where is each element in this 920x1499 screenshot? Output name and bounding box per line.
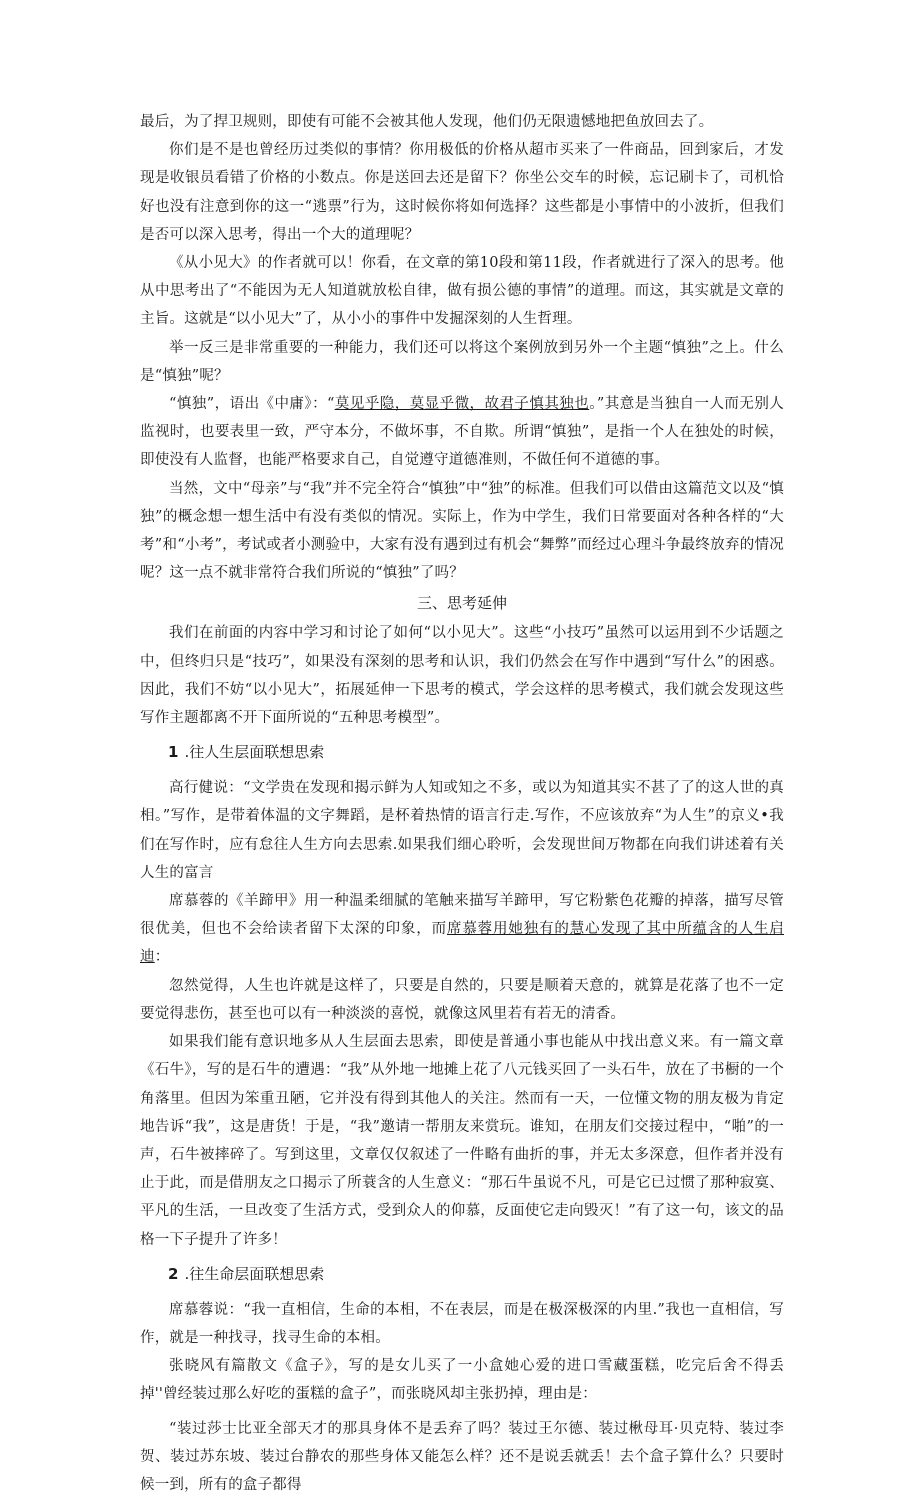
paragraph: 《从小见大》的作者就可以！你看，在文章的第10段和第11段，作者就进行了深入的思考。他从中思考出了“不能因为无人知道就放松自律，做有损公德的事情”的道理。而这，其实就是文章的主旨。这就是“以小见大”了，从小小的事件中发掘深刻的人生哲理。 [140,255,784,328]
subheading-2 [168,1260,784,1288]
text-span: 席慕蓉的《羊蹄甲》用一种温柔细腻的笔触来描写羊蹄甲，写它粉紫色花瓣的掉落，描写尽管很优美，但也不会给读者留下太深的印象，而 [140,893,784,938]
paragraph [140,887,784,972]
text-span: 如果我们能有意识地多从人生层面去思索，即使是普通小事也能从中找出意义来。有一篇文章《石牛》，写的是石牛的遭遇：“我”从外地一地摊上花了八元钱买回了一头石牛，放在了书橱的一个角落里。但因为笨重丑陋，它并没有得到其他人的关注。然而有一天，一位懂文物的朋友极为肯定地告诉“我”，这是唐货！于是，“我”邀请一帮朋友来赏玩。谁知，在朋友们交接过程中，“啪”的一声，石牛被摔碎了。写到这里，文章仅仅叙述了一件略有曲折的事，并无太多深意，但作者并没有止于此，而是借朋友之口揭示了所蓑含的人生意义： [140,1034,784,1192]
text-span: 我也一直相信，写作，就是一种找寻，找寻生命的本相。 [140,1301,785,1346]
subheading-title: .往生命层面联想思索 [184,1264,325,1283]
paragraph: 我们在前面的内容中学习和讨论了如何“以小见大”。这些“小技巧”虽然可以运用到不少话题之中，但终归只是“技巧”，如果没有深刻的思考和认识，我们仍然会在写作中遇到“写什么”的困惑。因此，我们不妨“以小见大”，拓展延伸一下思考的模式，学会这样的思考模式，我们就会发现这些写作主题都离不开下面所说的“五种思考模型”。 [140,625,784,727]
text-span: 有了这一句，该文的品格一下子提升了许多！ [140,1203,784,1248]
subheading-number: 1 [168,743,179,762]
quote-paragraph: “装过莎士比亚全部天才的那具身体不是丢弃了吗？装过王尔德、装过楸母耳·贝克特、装过李贺、装过苏东坡、装过台静农的那些身体又能怎么样？还不是说丢就丢！去个盒子算什么？只要时候一到，所有的盒子都得 [140,1420,784,1493]
paragraph: 当然，文中“母亲”与“我”并不完全符合“慎独”中“独”的标准。但我们可以借由这篇范文以及“慎独”的概念想一想生活中有没有类似的情况。实际上，作为中学生，我们日常要面对各种各样的“大考”和“小考”，考试或者小测验中，大家有没有遇到过有机会“舞弊”而经过心理斗争最终放弃的情况呢？这一点不就非常符合我们所说的“慎独”了吗？ [140,480,784,582]
paragraph [140,390,784,475]
subheading-title: .往人生层面联想思索 [184,743,325,762]
text-span: “那石牛虽说不凡，可是它已过惯了那种寂寞、平凡的生活，一旦改变了生活方式，受到众人的仰慕，反面使它走向毁灭！” [140,1175,784,1220]
paragraph: 高行健说：“文学贵在发现和揭示鲜为人知或知之不多，或以为知道其实不甚了了的这人世的真相。”写作，是带着体温的文字舞蹈，是杯着热情的语言行走.写作，不应该放弃“为人生”的京义•我们在写作时，应有怠往人生方向去思索.如果我们细心聆听，会发现世间万物都在向我们讲述着有关人生的富言 [140,780,784,881]
subheading-number: 2 [168,1264,179,1283]
paragraph: 张晓风有篇散文《盒子》，写的是女儿买了一小盒她心爱的进口雪藏蛋糕，吃完后舍不得丢掉''曾经装过那么好吃的蛋糕的盒子”，而张晓风却主张扔掉，理由是： [140,1358,784,1403]
section-title: 三、思考延伸 [416,594,507,613]
subheading-1 [168,738,784,766]
text-span: ： [154,949,170,966]
text-span: 席慕蓉说： [169,1301,244,1318]
paragraph [140,1028,784,1254]
text-span: “慎独”，语出《中庸》：“ [169,396,335,413]
paragraph: 你们是不是也曾经历过类似的事情？你用极低的价格从超市买来了一件商品，回到家后，才发现是收银员看错了价格的小数点。你是送回去还是留下？你坐公交车的时候，忘记刷卡了，司机恰好也没有注意到你的这一“逃票”行为，这时候你将如何选择？这些都是小事情中的小波折，但我们是否可以深入思考，得出一个大的道理呢？ [140,142,784,243]
text-span: “我一直相信，生命的本相，不在表层，而是在极深极深的内里.” [243,1301,666,1318]
paragraph [140,1296,784,1352]
paragraph: 举一反三是非常重要的一种能力，我们还可以将这个案例放到另外一个主题“慎独”之上。什么是“慎独”呢？ [140,339,784,384]
underlined-quote: 莫见乎隐，莫显乎微，故君子慎其独也 [334,396,590,413]
text-span: 。”其意是当独自一人而无别人监视时，也要表里一致，严守本分，不做坏事，不自欺。所谓“慎独”，是指一个人在独处的时候，即使没有人监督，也能严格要求自己，自觉遵守道德准则，不做任何不道德的事。 [140,396,785,469]
paragraph: 最后，为了捍卫规则，即使有可能不会被其他人发现，他们仍无限遗憾地把鱼放回去了。 [140,114,714,130]
quote-paragraph: 忽然觉得，人生也许就是这样了，只要是自然的，只要是顺着天意的，就算是花落了也不一定要觉得悲伤，甚至也可以有一种淡淡的喜悦，就像这风里若有若无的清香。 [140,977,784,1022]
underlined-text: 席慕蓉用她独有的慧心发现了其中所蕴含的人生启迪 [140,921,785,966]
